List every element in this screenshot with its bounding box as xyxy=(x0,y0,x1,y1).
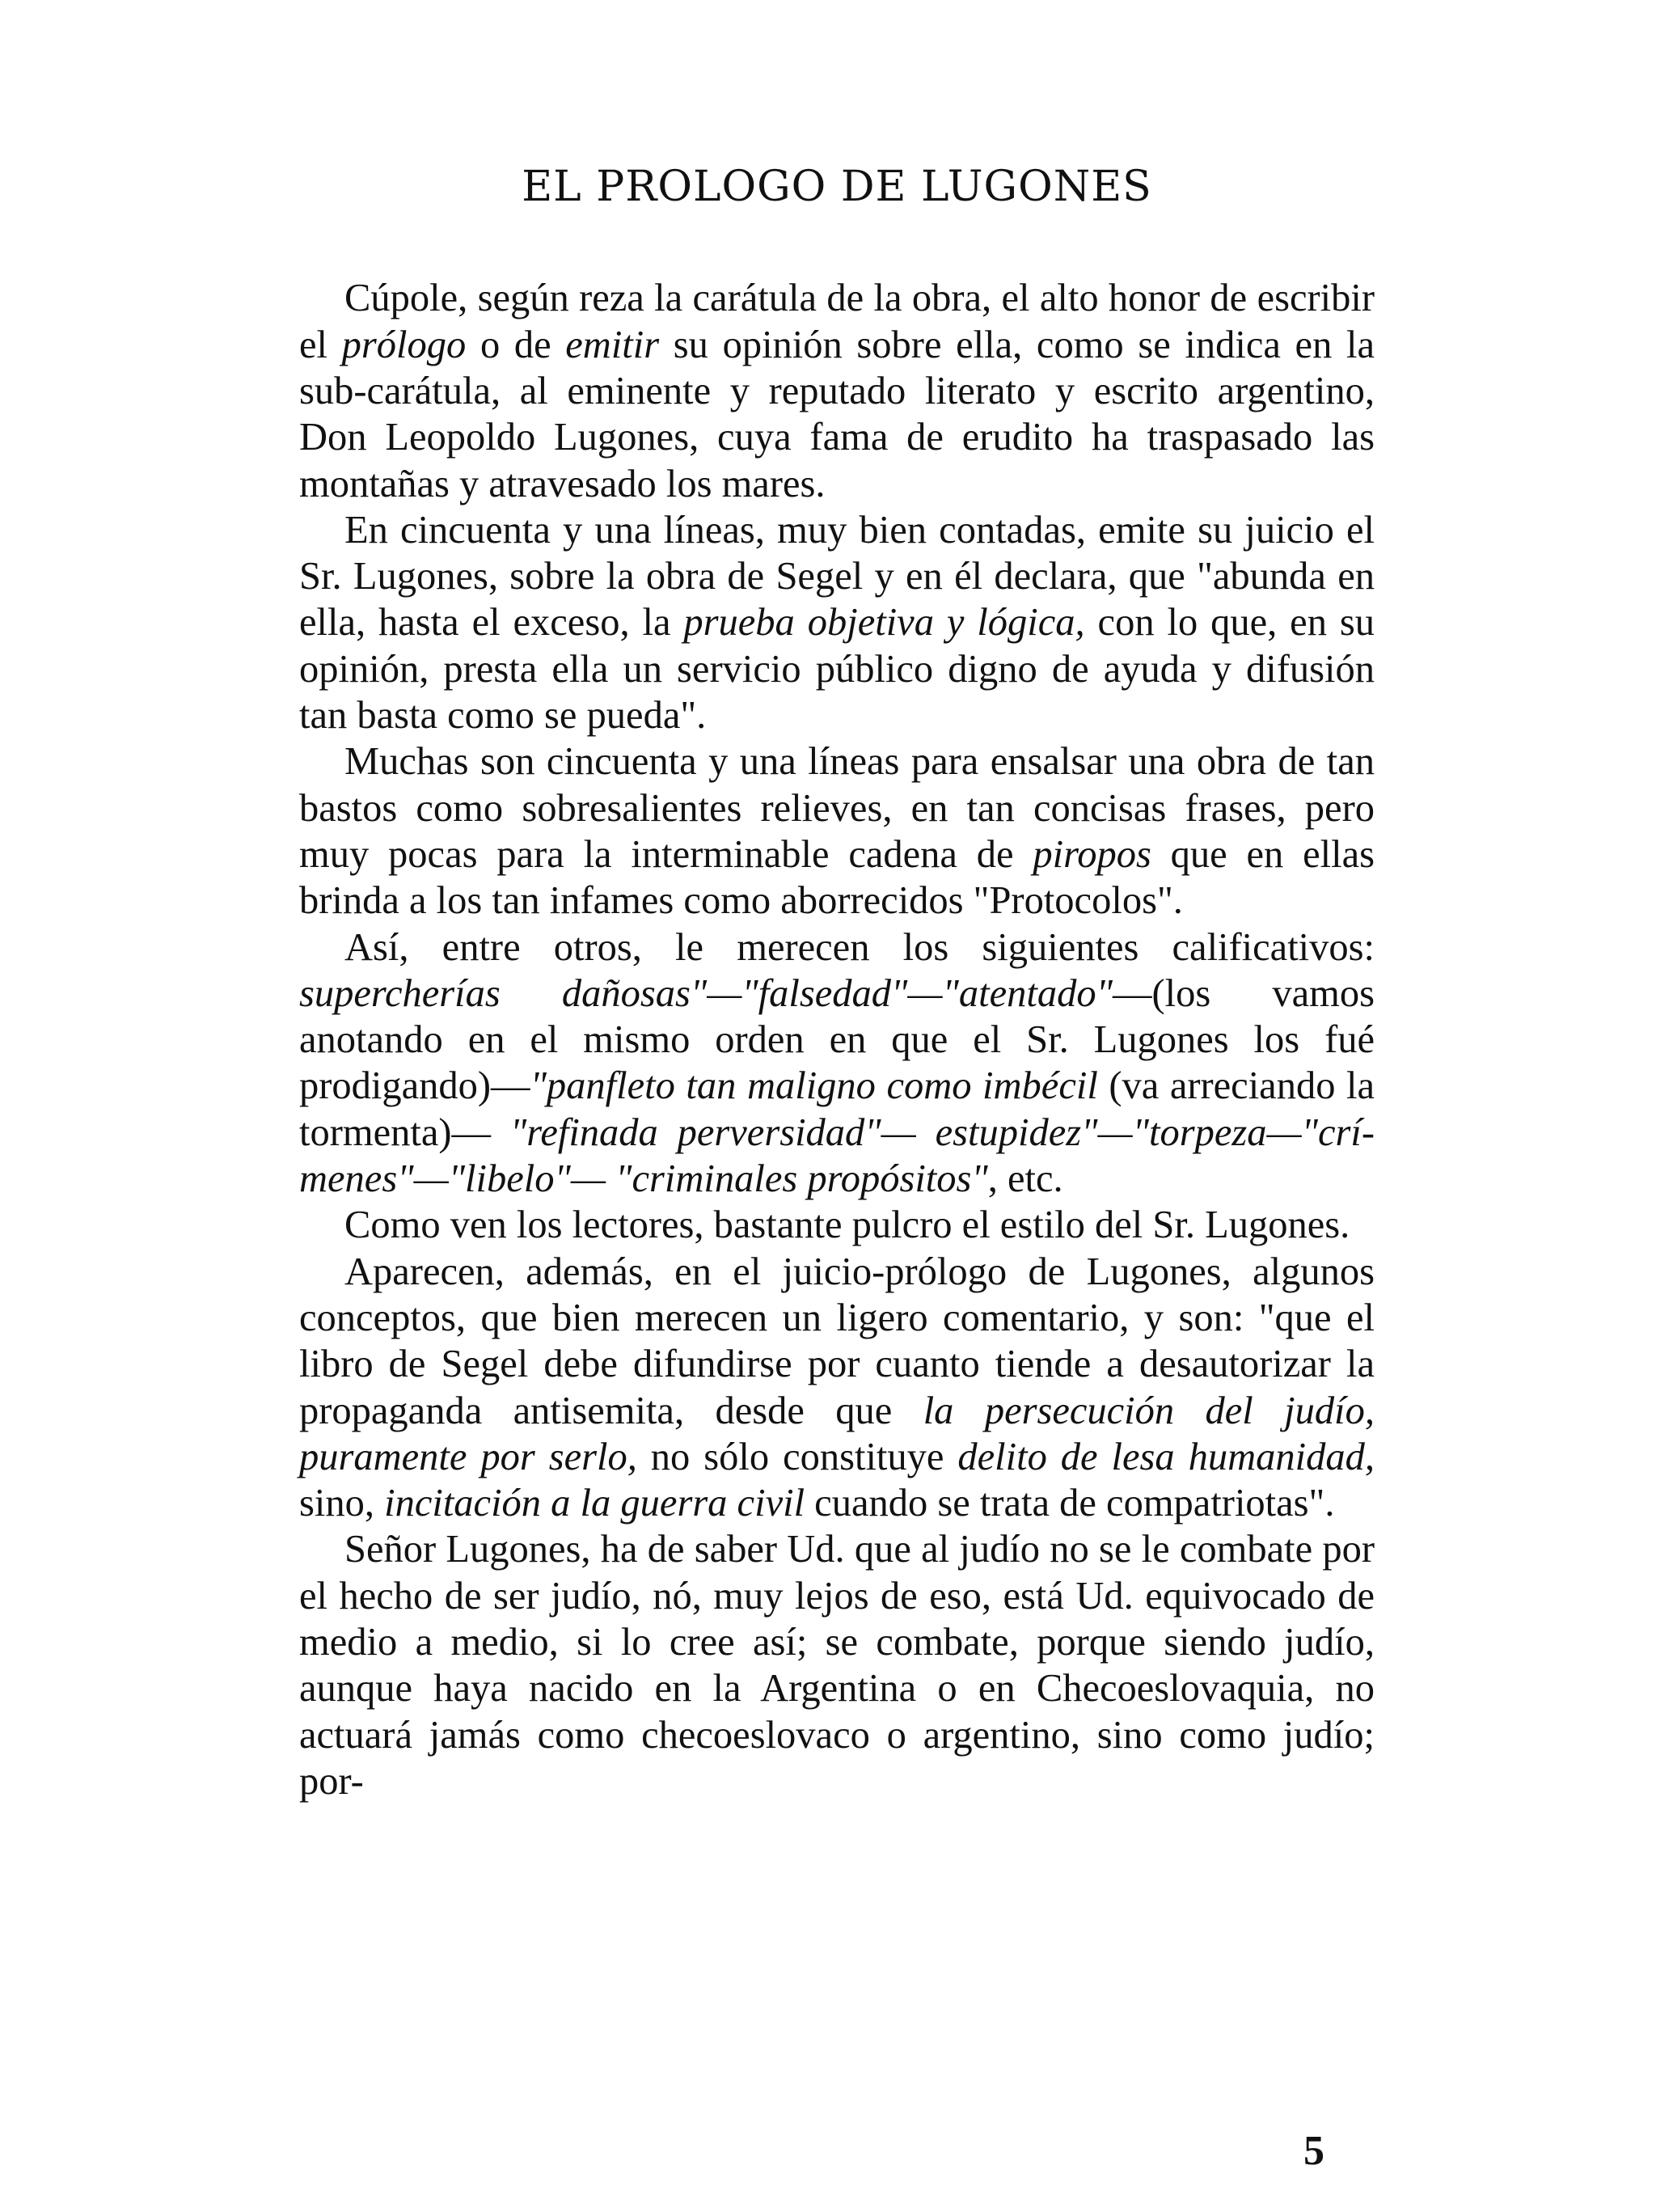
text-segment: con lo que, en su opinión, presta ella un servicio público digno de ayuda y difusión tan basta como se pueda". xyxy=(299,601,1375,738)
italic-text: delito de lesa humanidad, xyxy=(957,1435,1375,1478)
paragraph xyxy=(299,1202,1375,1248)
text-segment: que en ellas brinda a los tan infames como aborrecidos "Protocolos". xyxy=(299,832,1375,923)
text-segment: Muchas son cincuenta y una líneas para ensalsar una obra de tan bastos como sobresalientes relieves, en tan concisas frases, pero muy pocas para la interminable cadena de xyxy=(299,740,1375,876)
page xyxy=(299,162,1375,2168)
italic-text: la persecución del judío, puramente por serlo, xyxy=(299,1389,1375,1478)
paragraph xyxy=(299,924,1375,1203)
text-segment: sino, xyxy=(299,1482,385,1525)
text-segment: no sólo constituye xyxy=(636,1435,958,1478)
text-segment: o de xyxy=(466,323,566,366)
italic-text: prólogo xyxy=(341,323,467,366)
text-segment: —(los vamos anotando en el mismo orden en que el Sr. Lugones los fué prodigando)— xyxy=(299,971,1375,1108)
italic-text: piropos xyxy=(1033,832,1151,876)
text-segment: Cúpole, según reza la carátula de la obra, el alto honor de escribir el xyxy=(299,277,1375,366)
italic-text: "panfleto tan maligno como imbécil xyxy=(530,1064,1098,1108)
italic-text: incitación a la guerra civil xyxy=(384,1482,805,1525)
italic-text: "refinada perversidad"— estupidez"—"torpeza—"crímenes"—"libelo"— "criminales propósitos" xyxy=(299,1110,1375,1201)
italic-text: emitir xyxy=(565,323,660,366)
text-segment: Así, entre otros, le merecen los siguientes calificativos: xyxy=(344,925,1375,969)
italic-text: prueba objetiva y lógica, xyxy=(683,601,1085,645)
body-text xyxy=(299,275,1375,1804)
chapter-title: EL PROLOGO DE LUGONES xyxy=(522,163,1152,211)
paragraph xyxy=(299,1249,1375,1527)
text-segment: Señor Lugones, ha de saber Ud. que al judío no se le combate por el hecho de ser judío, nó, muy lejos de eso, está Ud. equivocado de medio a medio, si lo cree así; se combate, porque siendo judío, aunque haya nacido en la Argentina o en Checoeslovaquia, no actuará jamás como checoeslovaco o argentino, sino como judío; por- xyxy=(299,1528,1375,1803)
italic-text: supercherías dañosas"—"falsedad"—"atentado" xyxy=(299,971,1113,1015)
page-number: 5 xyxy=(1303,2128,1324,2174)
text-segment: su opinión sobre ella, como se indica en la sub-carátula, al eminente y reputado literato y escrito argentino, Don Leopoldo Lugones, cuya fama de erudito ha traspasado las montañas y atravesado los mares. xyxy=(299,323,1375,505)
text-segment: , etc. xyxy=(987,1157,1063,1201)
text-segment: (va arreciando la tormenta)— xyxy=(299,1064,1375,1154)
paragraph xyxy=(299,1526,1375,1804)
text-segment: Aparecen, además, en el juicio-prólogo de Lugones, algunos conceptos, que bien merecen un ligero comentario, y son: "que el libro de Segel debe difundirse por cuanto tiende a desautorizar la propaganda antisemita, desde que xyxy=(299,1250,1375,1432)
paragraph xyxy=(299,738,1375,924)
text-segment: cuando se trata de compatriotas". xyxy=(805,1482,1335,1525)
paragraph xyxy=(299,275,1375,506)
paragraph xyxy=(299,507,1375,738)
text-segment: Como ven los lectores, bastante pulcro el estilo del Sr. Lugones. xyxy=(344,1203,1350,1247)
text-segment: En cincuenta y una líneas, muy bien contadas, emite su juicio el Sr. Lugones, sobre la obra de Segel y en él declara, que "abunda en ella, hasta el exceso, la xyxy=(299,508,1375,645)
